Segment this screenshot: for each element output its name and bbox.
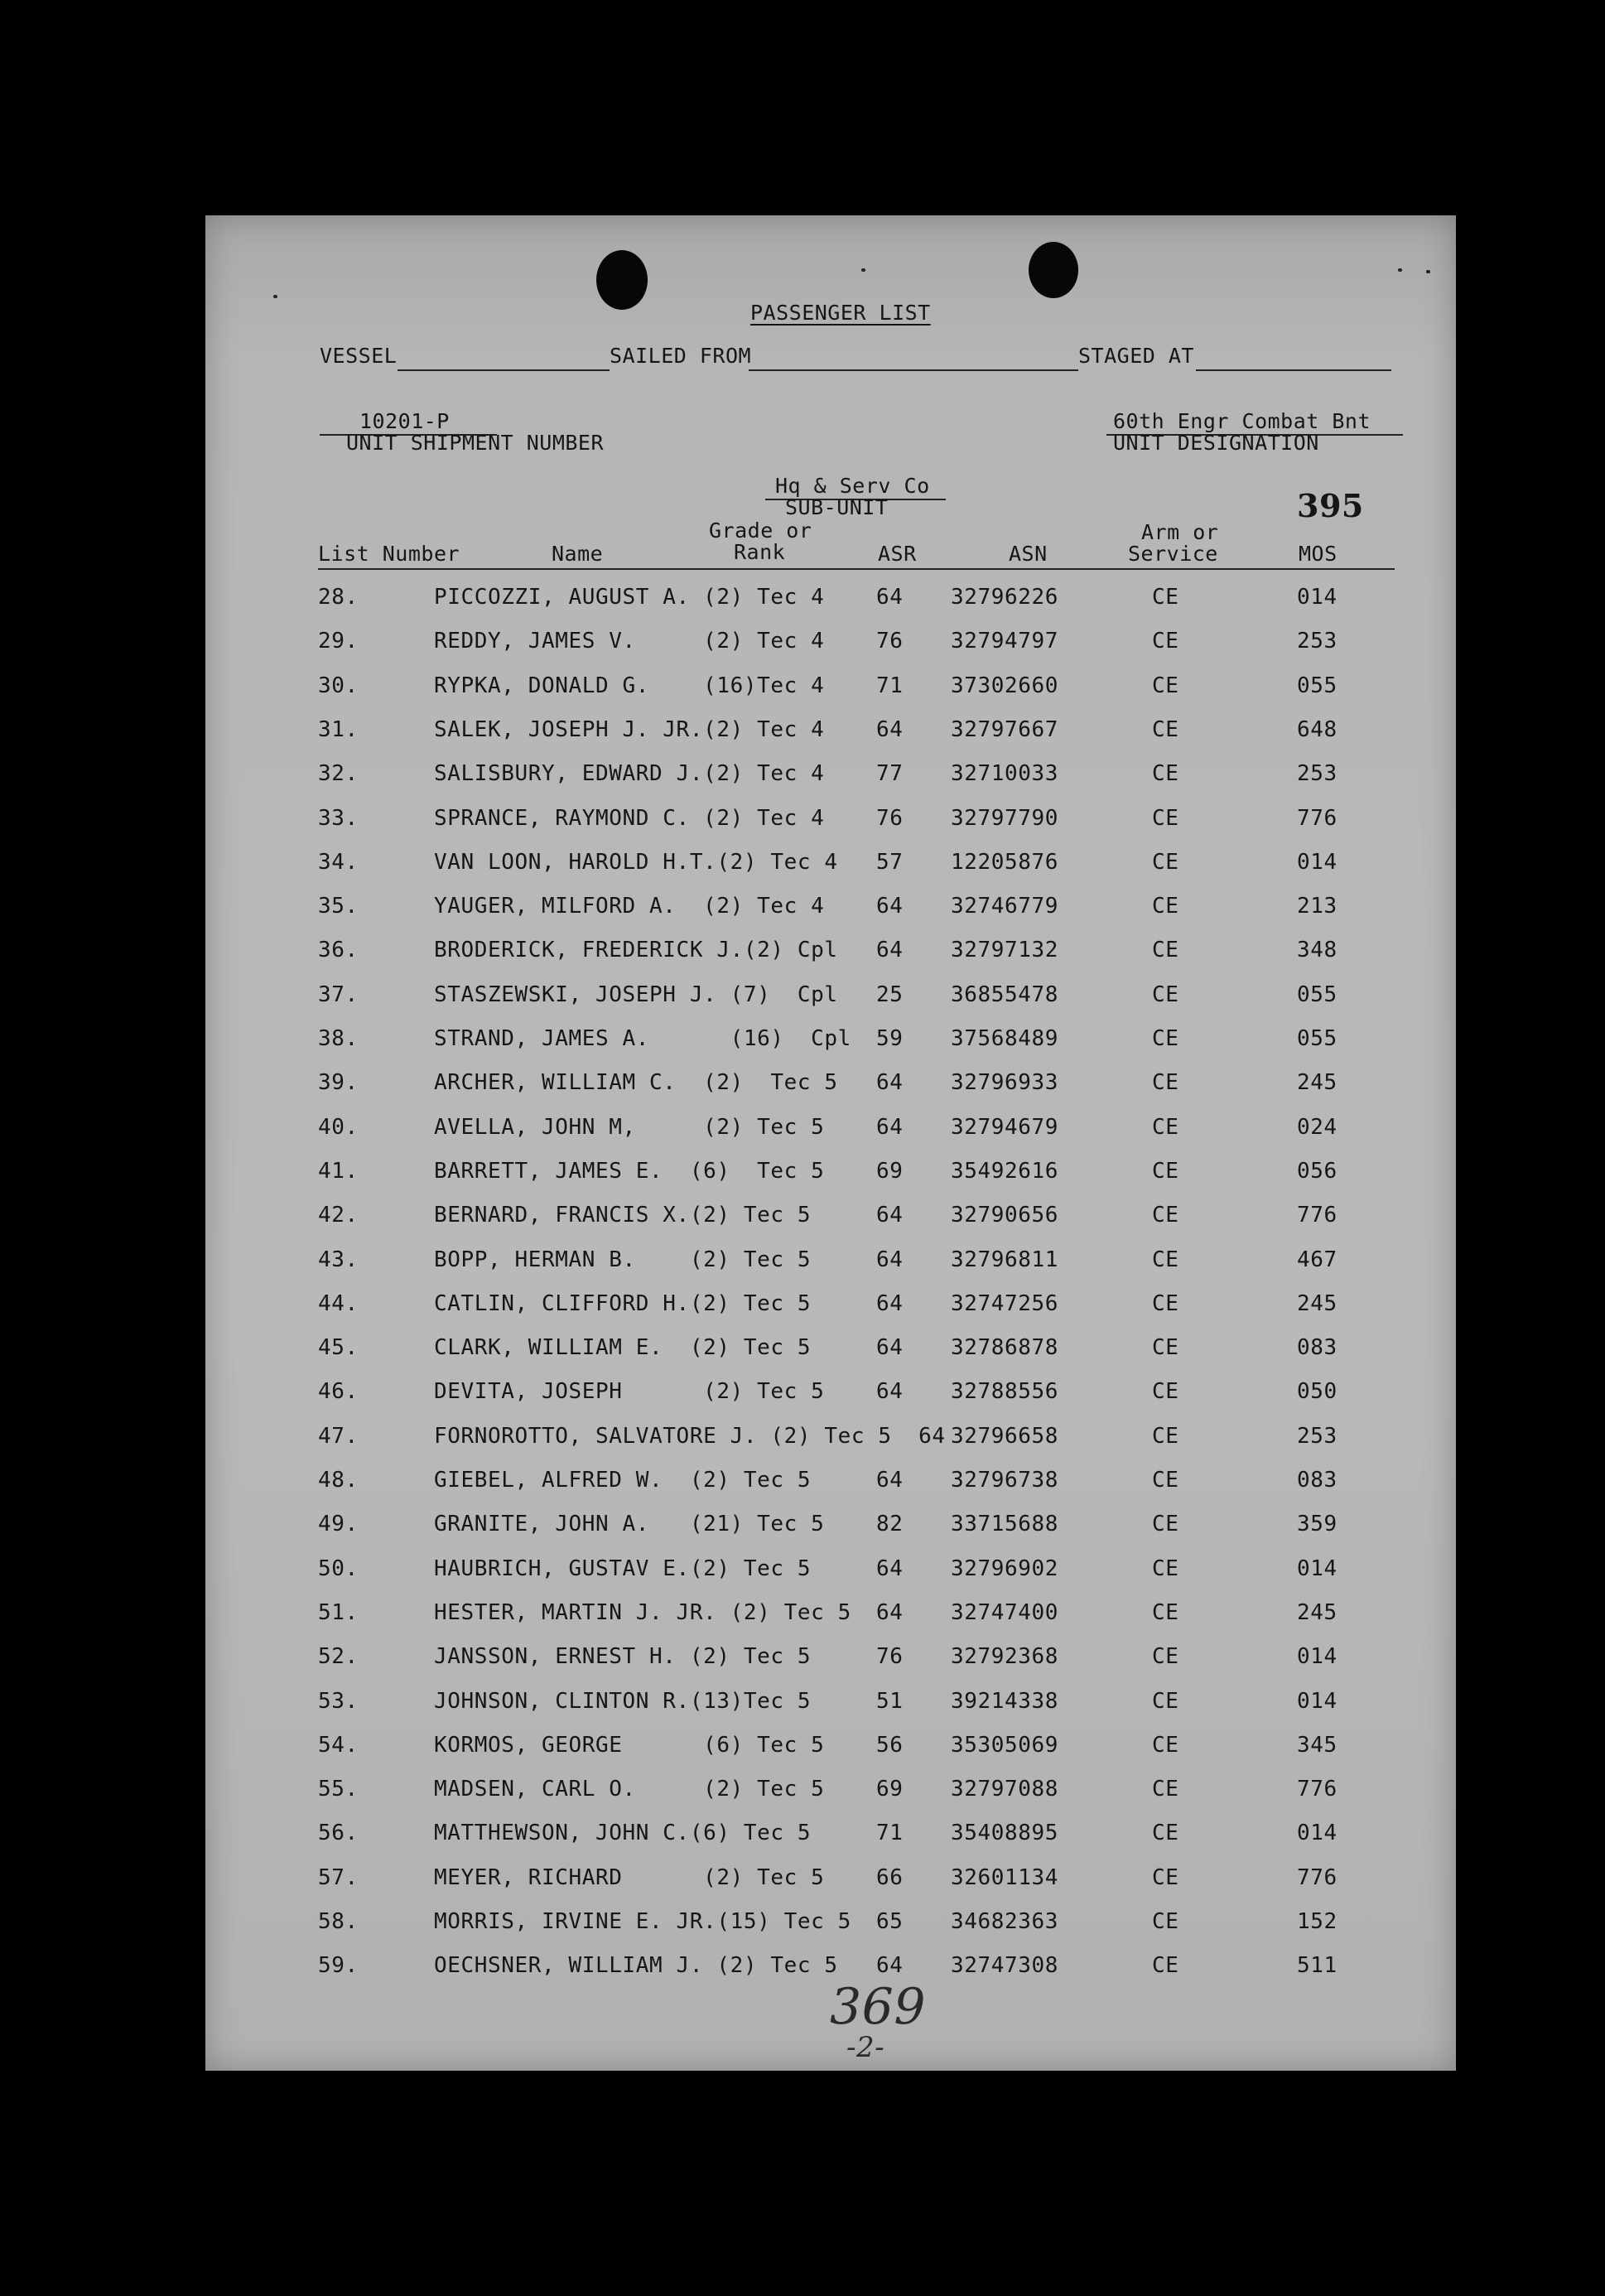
mos-cell: 055 bbox=[1297, 1026, 1338, 1051]
sub-unit-value: Hq & Serv Co bbox=[775, 474, 930, 498]
arm-service-cell: CE bbox=[1152, 1290, 1179, 1316]
name-grade-cell: MATTHEWSON, JOHN C.(6) Tec 5 bbox=[434, 1821, 812, 1846]
name-grade-cell: GRANITE, JOHN A. (21) Tec 5 bbox=[434, 1512, 825, 1537]
speck bbox=[1398, 268, 1402, 272]
arm-service-cell: CE bbox=[1152, 761, 1179, 787]
name-grade-cell: CATLIN, CLIFFORD H.(2) Tec 5 bbox=[434, 1290, 812, 1316]
list-number-cell: 49. bbox=[318, 1512, 359, 1537]
arm-service-cell: CE bbox=[1152, 1379, 1179, 1405]
list-number-cell: 37. bbox=[318, 982, 359, 1007]
asr-cell: 64 bbox=[876, 1556, 904, 1581]
arm-service-cell: CE bbox=[1152, 1026, 1179, 1051]
asn-cell: 32796902 bbox=[951, 1556, 1059, 1581]
name-grade-cell: SALISBURY, EDWARD J.(2) Tec 4 bbox=[434, 761, 825, 787]
mos-cell: 056 bbox=[1297, 1158, 1338, 1184]
asr-cell: 64 bbox=[876, 1599, 904, 1625]
mos-cell: 648 bbox=[1297, 716, 1338, 742]
sub-unit-label: SUB-UNIT bbox=[785, 495, 889, 519]
name-grade-cell: RYPKA, DONALD G. (16)Tec 4 bbox=[434, 673, 825, 698]
header-rule bbox=[318, 568, 1395, 570]
mos-cell: 253 bbox=[1297, 629, 1338, 654]
name-grade-cell: JOHNSON, CLINTON R.(13)Tec 5 bbox=[434, 1688, 812, 1714]
list-number-cell: 42. bbox=[318, 1203, 359, 1228]
list-number-cell: 40. bbox=[318, 1114, 359, 1140]
mos-cell: 776 bbox=[1297, 805, 1338, 831]
table-row bbox=[205, 1777, 1456, 1821]
col-arm-line2: Service bbox=[1128, 542, 1218, 566]
name-grade-cell: HESTER, MARTIN J. JR. (2) Tec 5 bbox=[434, 1599, 851, 1625]
table-row bbox=[205, 1424, 1456, 1468]
arm-service-cell: CE bbox=[1152, 1644, 1179, 1670]
asn-cell: 33715688 bbox=[951, 1512, 1059, 1537]
asr-cell: 57 bbox=[876, 849, 904, 875]
table-row bbox=[205, 1689, 1456, 1733]
sailed-from-label: SAILED FROM bbox=[610, 344, 752, 368]
asn-cell: 32601134 bbox=[951, 1864, 1059, 1890]
asr-cell: 64 bbox=[876, 938, 904, 963]
asr-cell: 64 bbox=[876, 1468, 904, 1493]
col-arm-line1: Arm or bbox=[1141, 520, 1219, 544]
name-grade-cell: ARCHER, WILLIAM C. (2) Tec 5 bbox=[434, 1070, 838, 1096]
arm-service-cell: CE bbox=[1152, 629, 1179, 654]
arm-service-cell: CE bbox=[1152, 1423, 1179, 1449]
list-number-cell: 59. bbox=[318, 1953, 359, 1979]
table-row bbox=[205, 1203, 1456, 1247]
asn-cell: 32797667 bbox=[951, 716, 1059, 742]
asn-cell: 32797088 bbox=[951, 1777, 1059, 1802]
mos-cell: 776 bbox=[1297, 1864, 1338, 1890]
mos-cell: 245 bbox=[1297, 1290, 1338, 1316]
table-row bbox=[205, 585, 1456, 629]
asr-cell: 64 bbox=[876, 1335, 904, 1361]
mos-cell: 014 bbox=[1297, 585, 1338, 610]
list-number-cell: 34. bbox=[318, 849, 359, 875]
asn-cell: 36855478 bbox=[951, 982, 1059, 1007]
name-grade-cell: CLARK, WILLIAM E. (2) Tec 5 bbox=[434, 1335, 812, 1361]
asr-cell: 64 bbox=[876, 1203, 904, 1228]
list-number-cell: 55. bbox=[318, 1777, 359, 1802]
name-grade-cell: BARRETT, JAMES E. (6) Tec 5 bbox=[434, 1158, 825, 1184]
name-grade-cell: SALEK, JOSEPH J. JR.(2) Tec 4 bbox=[434, 716, 825, 742]
vessel-blank bbox=[398, 369, 610, 371]
asr-cell: 64 bbox=[876, 1290, 904, 1316]
mos-cell: 776 bbox=[1297, 1203, 1338, 1228]
name-grade-cell: MADSEN, CARL O. (2) Tec 5 bbox=[434, 1777, 825, 1802]
arm-service-cell: CE bbox=[1152, 1821, 1179, 1846]
table-row bbox=[205, 1865, 1456, 1909]
asn-cell: 32796738 bbox=[951, 1468, 1059, 1493]
name-grade-cell: MEYER, RICHARD (2) Tec 5 bbox=[434, 1864, 825, 1890]
col-name: Name bbox=[552, 542, 604, 566]
name-grade-cell: HAUBRICH, GUSTAV E.(2) Tec 5 bbox=[434, 1556, 812, 1581]
table-row bbox=[205, 894, 1456, 938]
arm-service-cell: CE bbox=[1152, 938, 1179, 963]
asr-cell: 64 bbox=[876, 585, 904, 610]
mos-cell: 152 bbox=[1297, 1909, 1338, 1934]
mos-cell: 213 bbox=[1297, 894, 1338, 919]
list-number-cell: 48. bbox=[318, 1468, 359, 1493]
name-grade-cell: BERNARD, FRANCIS X.(2) Tec 5 bbox=[434, 1203, 812, 1228]
mos-cell: 776 bbox=[1297, 1777, 1338, 1802]
arm-service-cell: CE bbox=[1152, 1688, 1179, 1714]
asn-cell: 32794679 bbox=[951, 1114, 1059, 1140]
list-number-cell: 35. bbox=[318, 894, 359, 919]
list-number-cell: 32. bbox=[318, 761, 359, 787]
list-number-cell: 28. bbox=[318, 585, 359, 610]
mos-cell: 055 bbox=[1297, 982, 1338, 1007]
page-code: 395 bbox=[1297, 487, 1364, 524]
table-row bbox=[205, 1600, 1456, 1644]
shipment-number-value: 10201-P bbox=[359, 409, 450, 433]
arm-service-cell: CE bbox=[1152, 1158, 1179, 1184]
mos-cell: 014 bbox=[1297, 1556, 1338, 1581]
shipment-number-label: UNIT SHIPMENT NUMBER bbox=[346, 431, 605, 455]
asr-cell: 66 bbox=[876, 1864, 904, 1890]
asn-cell: 34682363 bbox=[951, 1909, 1059, 1934]
handwritten-number: 369 bbox=[830, 1978, 927, 2036]
list-number-cell: 58. bbox=[318, 1909, 359, 1934]
asn-cell: 32747308 bbox=[951, 1953, 1059, 1979]
name-grade-cell: FORNOROTTO, SALVATORE J. (2) Tec 5 64 bbox=[434, 1423, 946, 1449]
table-row bbox=[205, 1821, 1456, 1864]
asn-cell: 35408895 bbox=[951, 1821, 1059, 1846]
asr-cell: 65 bbox=[876, 1909, 904, 1934]
arm-service-cell: CE bbox=[1152, 1599, 1179, 1625]
list-number-cell: 56. bbox=[318, 1821, 359, 1846]
mos-cell: 055 bbox=[1297, 673, 1338, 698]
asr-cell: 71 bbox=[876, 673, 904, 698]
mos-cell: 253 bbox=[1297, 1423, 1338, 1449]
table-row bbox=[205, 1291, 1456, 1335]
asr-cell: 64 bbox=[876, 1247, 904, 1272]
table-row bbox=[205, 1909, 1456, 1953]
table-row bbox=[205, 1733, 1456, 1777]
name-grade-cell: SPRANCE, RAYMOND C. (2) Tec 4 bbox=[434, 805, 825, 831]
arm-service-cell: CE bbox=[1152, 1070, 1179, 1096]
name-grade-cell: KORMOS, GEORGE (6) Tec 5 bbox=[434, 1732, 825, 1758]
asr-cell: 77 bbox=[876, 761, 904, 787]
staged-at-label: STAGED AT bbox=[1078, 344, 1194, 368]
arm-service-cell: CE bbox=[1152, 1468, 1179, 1493]
asn-cell: 35492616 bbox=[951, 1158, 1059, 1184]
asr-cell: 76 bbox=[876, 1644, 904, 1670]
vessel-label: VESSEL bbox=[320, 344, 398, 368]
mos-cell: 348 bbox=[1297, 938, 1338, 963]
list-number-cell: 29. bbox=[318, 629, 359, 654]
mos-cell: 024 bbox=[1297, 1114, 1338, 1140]
table-row bbox=[205, 982, 1456, 1026]
list-number-cell: 39. bbox=[318, 1070, 359, 1096]
sailed-from-blank bbox=[749, 369, 1078, 371]
asr-cell: 56 bbox=[876, 1732, 904, 1758]
name-grade-cell: BRODERICK, FREDERICK J.(2) Cpl bbox=[434, 938, 838, 963]
name-grade-cell: BOPP, HERMAN B. (2) Tec 5 bbox=[434, 1247, 812, 1272]
name-grade-cell: VAN LOON, HAROLD H.T.(2) Tec 4 bbox=[434, 849, 838, 875]
asn-cell: 32786878 bbox=[951, 1335, 1059, 1361]
list-number-cell: 45. bbox=[318, 1335, 359, 1361]
mos-cell: 359 bbox=[1297, 1512, 1338, 1537]
table-row bbox=[205, 1026, 1456, 1070]
table-row bbox=[205, 629, 1456, 673]
arm-service-cell: CE bbox=[1152, 1909, 1179, 1934]
list-number-cell: 46. bbox=[318, 1379, 359, 1405]
col-asn: ASN bbox=[1009, 542, 1048, 566]
asn-cell: 32796933 bbox=[951, 1070, 1059, 1096]
arm-service-cell: CE bbox=[1152, 1203, 1179, 1228]
document-title: PASSENGER LIST bbox=[750, 301, 931, 325]
asn-cell: 32796811 bbox=[951, 1247, 1059, 1272]
arm-service-cell: CE bbox=[1152, 716, 1179, 742]
asr-cell: 76 bbox=[876, 805, 904, 831]
mos-cell: 014 bbox=[1297, 1821, 1338, 1846]
mos-cell: 014 bbox=[1297, 1688, 1338, 1714]
asn-cell: 32747400 bbox=[951, 1599, 1059, 1625]
asr-cell: 59 bbox=[876, 1026, 904, 1051]
list-number-cell: 53. bbox=[318, 1688, 359, 1714]
asr-cell: 51 bbox=[876, 1688, 904, 1714]
col-asr: ASR bbox=[878, 542, 917, 566]
list-number-cell: 43. bbox=[318, 1247, 359, 1272]
mos-cell: 345 bbox=[1297, 1732, 1338, 1758]
table-row bbox=[205, 717, 1456, 761]
table-row bbox=[205, 1070, 1456, 1114]
name-grade-cell: DEVITA, JOSEPH (2) Tec 5 bbox=[434, 1379, 825, 1405]
speck bbox=[1426, 270, 1430, 273]
table-row bbox=[205, 1335, 1456, 1379]
name-grade-cell: OECHSNER, WILLIAM J. (2) Tec 5 bbox=[434, 1953, 838, 1979]
name-grade-cell: STASZEWSKI, JOSEPH J. (7) Cpl bbox=[434, 982, 838, 1007]
list-number-cell: 36. bbox=[318, 938, 359, 963]
arm-service-cell: CE bbox=[1152, 1247, 1179, 1272]
speck bbox=[861, 268, 865, 272]
list-number-cell: 47. bbox=[318, 1423, 359, 1449]
table-row bbox=[205, 938, 1456, 982]
list-number-cell: 57. bbox=[318, 1864, 359, 1890]
asn-cell: 32792368 bbox=[951, 1644, 1059, 1670]
name-grade-cell: MORRIS, IRVINE E. JR.(15) Tec 5 bbox=[434, 1909, 851, 1934]
asr-cell: 64 bbox=[876, 1953, 904, 1979]
list-number-cell: 33. bbox=[318, 805, 359, 831]
punch-hole-left bbox=[596, 250, 648, 310]
asn-cell: 32747256 bbox=[951, 1290, 1059, 1316]
arm-service-cell: CE bbox=[1152, 1556, 1179, 1581]
table-row bbox=[205, 673, 1456, 717]
table-row bbox=[205, 1379, 1456, 1423]
list-number-cell: 52. bbox=[318, 1644, 359, 1670]
asn-cell: 32797132 bbox=[951, 938, 1059, 963]
col-mos: MOS bbox=[1299, 542, 1338, 566]
asr-cell: 71 bbox=[876, 1821, 904, 1846]
arm-service-cell: CE bbox=[1152, 1953, 1179, 1979]
list-number-cell: 31. bbox=[318, 716, 359, 742]
table-row bbox=[205, 1512, 1456, 1556]
page-number: -2- bbox=[846, 2031, 885, 2064]
asr-cell: 64 bbox=[876, 1070, 904, 1096]
mos-cell: 014 bbox=[1297, 1644, 1338, 1670]
arm-service-cell: CE bbox=[1152, 1512, 1179, 1537]
table-row bbox=[205, 850, 1456, 894]
mos-cell: 467 bbox=[1297, 1247, 1338, 1272]
mos-cell: 014 bbox=[1297, 849, 1338, 875]
arm-service-cell: CE bbox=[1152, 1114, 1179, 1140]
table-row bbox=[205, 1556, 1456, 1600]
table-row bbox=[205, 1468, 1456, 1512]
arm-service-cell: CE bbox=[1152, 585, 1179, 610]
list-number-cell: 30. bbox=[318, 673, 359, 698]
table-row bbox=[205, 761, 1456, 805]
asr-cell: 82 bbox=[876, 1512, 904, 1537]
mos-cell: 050 bbox=[1297, 1379, 1338, 1405]
list-number-cell: 44. bbox=[318, 1290, 359, 1316]
table-row bbox=[205, 1159, 1456, 1203]
name-grade-cell: GIEBEL, ALFRED W. (2) Tec 5 bbox=[434, 1468, 812, 1493]
mos-cell: 245 bbox=[1297, 1070, 1338, 1096]
asn-cell: 32797790 bbox=[951, 805, 1059, 831]
arm-service-cell: CE bbox=[1152, 1335, 1179, 1361]
punch-hole-right bbox=[1029, 242, 1078, 298]
table-row bbox=[205, 1115, 1456, 1159]
asr-cell: 25 bbox=[876, 982, 904, 1007]
arm-service-cell: CE bbox=[1152, 673, 1179, 698]
document-page bbox=[205, 215, 1456, 2071]
name-grade-cell: PICCOZZI, AUGUST A. (2) Tec 4 bbox=[434, 585, 825, 610]
asn-cell: 37568489 bbox=[951, 1026, 1059, 1051]
arm-service-cell: CE bbox=[1152, 1732, 1179, 1758]
mos-cell: 253 bbox=[1297, 761, 1338, 787]
asn-cell: 32710033 bbox=[951, 761, 1059, 787]
list-number-cell: 54. bbox=[318, 1732, 359, 1758]
speck bbox=[273, 295, 277, 298]
name-grade-cell: JANSSON, ERNEST H. (2) Tec 5 bbox=[434, 1644, 812, 1670]
asn-cell: 32794797 bbox=[951, 629, 1059, 654]
mos-cell: 083 bbox=[1297, 1468, 1338, 1493]
name-grade-cell: STRAND, JAMES A. (16) Cpl bbox=[434, 1026, 851, 1051]
asr-cell: 64 bbox=[876, 894, 904, 919]
unit-designation-label: UNIT DESIGNATION bbox=[1113, 431, 1319, 455]
asr-cell: 69 bbox=[876, 1777, 904, 1802]
asn-cell: 32796658 bbox=[951, 1423, 1059, 1449]
asr-cell: 64 bbox=[876, 1114, 904, 1140]
mos-cell: 245 bbox=[1297, 1599, 1338, 1625]
table-row bbox=[205, 1247, 1456, 1291]
name-grade-cell: REDDY, JAMES V. (2) Tec 4 bbox=[434, 629, 825, 654]
mos-cell: 511 bbox=[1297, 1953, 1338, 1979]
arm-service-cell: CE bbox=[1152, 1864, 1179, 1890]
col-grade-line2: Rank bbox=[734, 540, 786, 564]
asr-cell: 64 bbox=[876, 1379, 904, 1405]
asn-cell: 32790656 bbox=[951, 1203, 1059, 1228]
col-list-number: List Number bbox=[318, 542, 460, 566]
asn-cell: 37302660 bbox=[951, 673, 1059, 698]
arm-service-cell: CE bbox=[1152, 1777, 1179, 1802]
asr-cell: 76 bbox=[876, 629, 904, 654]
arm-service-cell: CE bbox=[1152, 894, 1179, 919]
mos-cell: 083 bbox=[1297, 1335, 1338, 1361]
table-row bbox=[205, 1644, 1456, 1688]
table-row bbox=[205, 806, 1456, 850]
list-number-cell: 50. bbox=[318, 1556, 359, 1581]
list-number-cell: 41. bbox=[318, 1158, 359, 1184]
name-grade-cell: AVELLA, JOHN M, (2) Tec 5 bbox=[434, 1114, 825, 1140]
name-grade-cell: YAUGER, MILFORD A. (2) Tec 4 bbox=[434, 894, 825, 919]
list-number-cell: 51. bbox=[318, 1599, 359, 1625]
asn-cell: 12205876 bbox=[951, 849, 1059, 875]
asr-cell: 64 bbox=[876, 716, 904, 742]
arm-service-cell: CE bbox=[1152, 849, 1179, 875]
asn-cell: 39214338 bbox=[951, 1688, 1059, 1714]
asn-cell: 35305069 bbox=[951, 1732, 1059, 1758]
arm-service-cell: CE bbox=[1152, 805, 1179, 831]
list-number-cell: 38. bbox=[318, 1026, 359, 1051]
staged-at-blank bbox=[1196, 369, 1391, 371]
arm-service-cell: CE bbox=[1152, 982, 1179, 1007]
asr-cell: 69 bbox=[876, 1158, 904, 1184]
asn-cell: 32788556 bbox=[951, 1379, 1059, 1405]
asn-cell: 32746779 bbox=[951, 894, 1059, 919]
col-grade-line1: Grade or bbox=[709, 519, 812, 543]
asn-cell: 32796226 bbox=[951, 585, 1059, 610]
unit-designation-value: 60th Engr Combat Bnt bbox=[1113, 409, 1371, 433]
